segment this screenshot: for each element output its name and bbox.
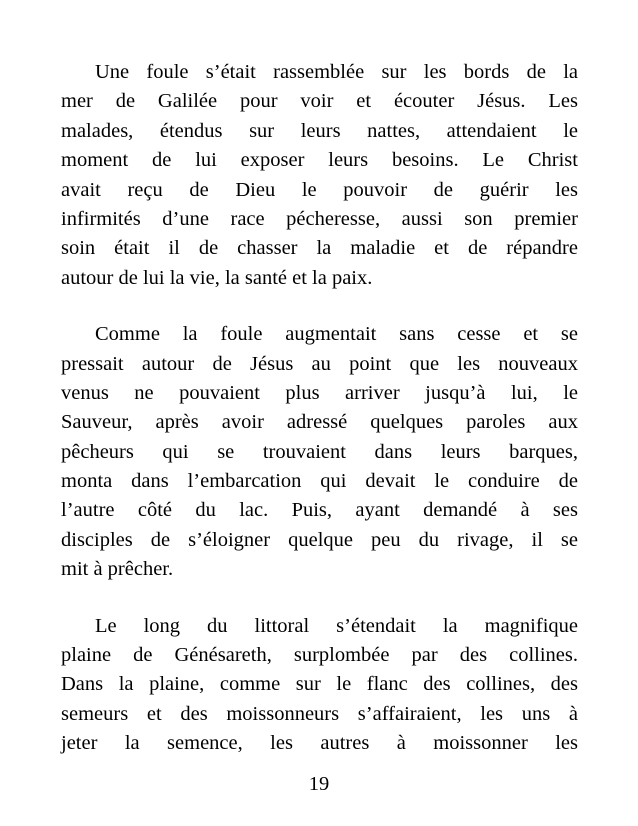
paragraph-1 [61, 58, 578, 293]
text-line: soin était il de chasser la maladie et de répandre [61, 237, 578, 260]
text-line: malades, étendus sur leurs nattes, attendaient le [61, 119, 578, 142]
paragraph-3 [61, 612, 578, 759]
text-line: Sauveur, après avoir adressé quelques paroles aux [61, 411, 578, 434]
text-line: mer de Galilée pour voir et écouter Jésus. Les [61, 90, 578, 113]
text-line: Comme la foule augmentait sans cesse et se [95, 323, 578, 346]
text-line: l’autre côté du lac. Puis, ayant demandé à ses [61, 499, 578, 522]
text-line: Le long du littoral s’étendait la magnifique [95, 614, 578, 637]
text-line: mit à prêcher. [61, 558, 174, 581]
text-line: moment de lui exposer leurs besoins. Le Christ [61, 149, 578, 172]
text-line: infirmités d’une race pécheresse, aussi son premier [61, 207, 578, 230]
text-line: monta dans l’embarcation qui devait le conduire de [61, 470, 578, 493]
text-line: autour de lui la vie, la santé et la paix. [61, 266, 373, 289]
text-line: disciples de s’éloigner quelque peu du rivage, il se [61, 528, 578, 551]
text-line: avait reçu de Dieu le pouvoir de guérir les [61, 178, 578, 201]
text-line: pêcheurs qui se trouvaient dans leurs barques, [61, 440, 578, 463]
page-number: 19 [308, 773, 330, 795]
text-line: plaine de Génésareth, surplombée par des collines. [61, 644, 578, 667]
text-line: venus ne pouvaient plus arriver jusqu’à lui, le [61, 381, 578, 404]
paragraph-2 [61, 320, 578, 585]
text-line: jeter la semence, les autres à moissonner les [61, 732, 578, 755]
page-body [61, 58, 578, 786]
text-line: Dans la plaine, comme sur le flanc des collines, des [61, 673, 578, 696]
text-line: pressait autour de Jésus au point que les nouveaux [61, 352, 578, 375]
text-line: Une foule s’était rassemblée sur les bords de la [95, 61, 578, 83]
text-line: semeurs et des moissonneurs s’affairaient, les uns à [61, 702, 578, 725]
